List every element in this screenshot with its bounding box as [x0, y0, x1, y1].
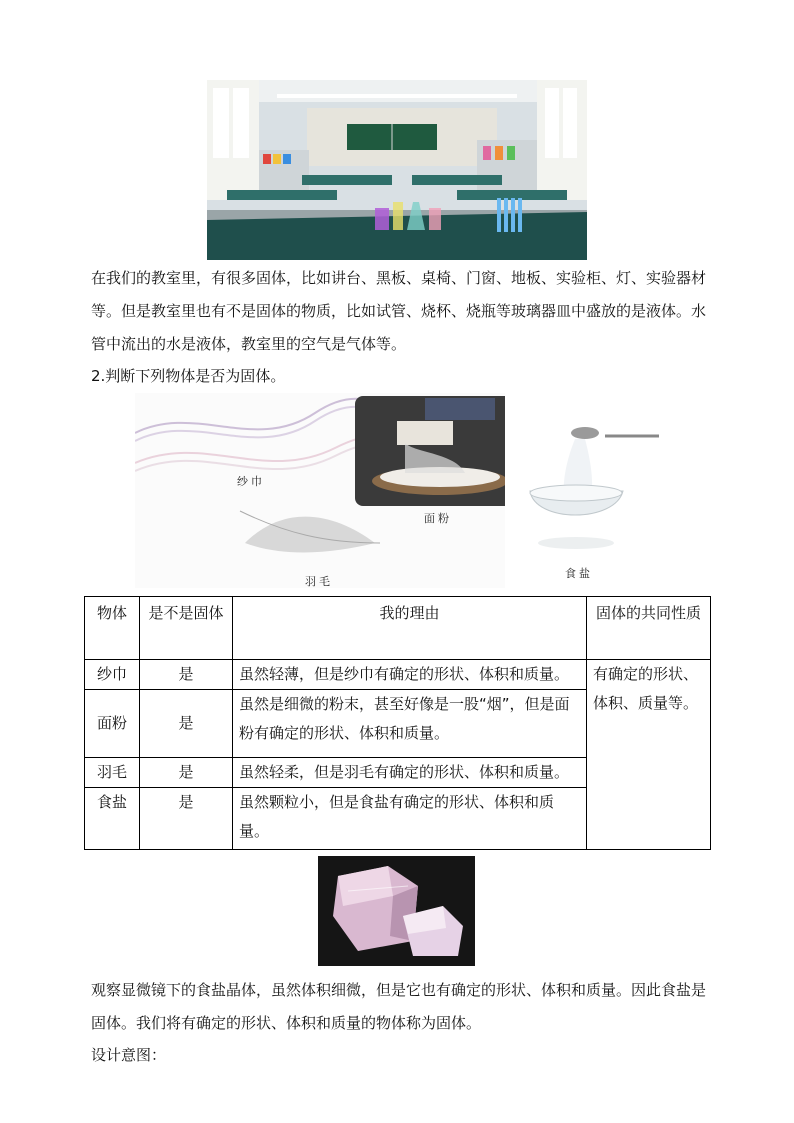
header-object: 物体 — [85, 597, 140, 660]
cell-object: 纱巾 — [85, 660, 140, 690]
cell-reason: 虽然颗粒小，但是食盐有确定的形状、体积和质量。 — [233, 788, 587, 850]
cell-reason: 虽然轻柔，但是羽毛有确定的形状、体积和质量。 — [233, 758, 587, 788]
caption-feather: 羽毛 — [305, 575, 333, 588]
header-common-property: 固体的共同性质 — [587, 597, 711, 660]
cell-reason: 虽然轻薄，但是纱巾有确定的形状、体积和质量。 — [233, 660, 587, 690]
caption-gauze: 纱巾 — [237, 475, 265, 488]
caption-salt: 食盐 — [565, 567, 593, 580]
intro-paragraph: 在我们的教室里，有很多固体，比如讲台、黑板、桌椅、门窗、地板、实验柜、灯、实验器材等。但是教室里也有不是固体的物质，比如试管、烧杯、烧瓶等玻璃器皿中盛放的是液体。水管中流出的水是液体，教室里的空气是气体等。 — [91, 269, 707, 353]
cell-is-solid: 是 — [140, 660, 233, 690]
cell-is-solid: 是 — [140, 758, 233, 788]
cell-is-solid: 是 — [140, 788, 233, 850]
solid-judgment-table — [84, 596, 711, 850]
cell-common-property: 有确定的形状、体积、质量等。 — [587, 660, 711, 850]
conclusion-paragraph: 观察显微镜下的食盐晶体，虽然体积细微，但是它也有确定的形状、体积和质量。因此食盐是固体。我们将有确定的形状、体积和质量的物体称为固体。 — [91, 981, 707, 1032]
cell-object: 食盐 — [85, 788, 140, 850]
header-is-solid: 是不是固体 — [140, 597, 233, 660]
cell-object: 羽毛 — [85, 758, 140, 788]
caption-flour: 面粉 — [424, 512, 452, 525]
salt-crystal-photo — [318, 856, 475, 966]
table-header-row — [85, 597, 711, 660]
cell-object: 面粉 — [85, 690, 140, 758]
objects-image — [135, 393, 659, 588]
design-intent-label: 设计意图： — [91, 1046, 167, 1064]
classroom-photo — [207, 80, 587, 260]
cell-is-solid: 是 — [140, 690, 233, 758]
header-reason: 我的理由 — [233, 597, 587, 660]
table-row — [85, 660, 711, 690]
question-text: 2.判断下列物体是否为固体。 — [91, 367, 286, 385]
cell-reason: 虽然是细微的粉末，甚至好像是一股“烟”，但是面粉有确定的形状、体积和质量。 — [233, 690, 587, 758]
